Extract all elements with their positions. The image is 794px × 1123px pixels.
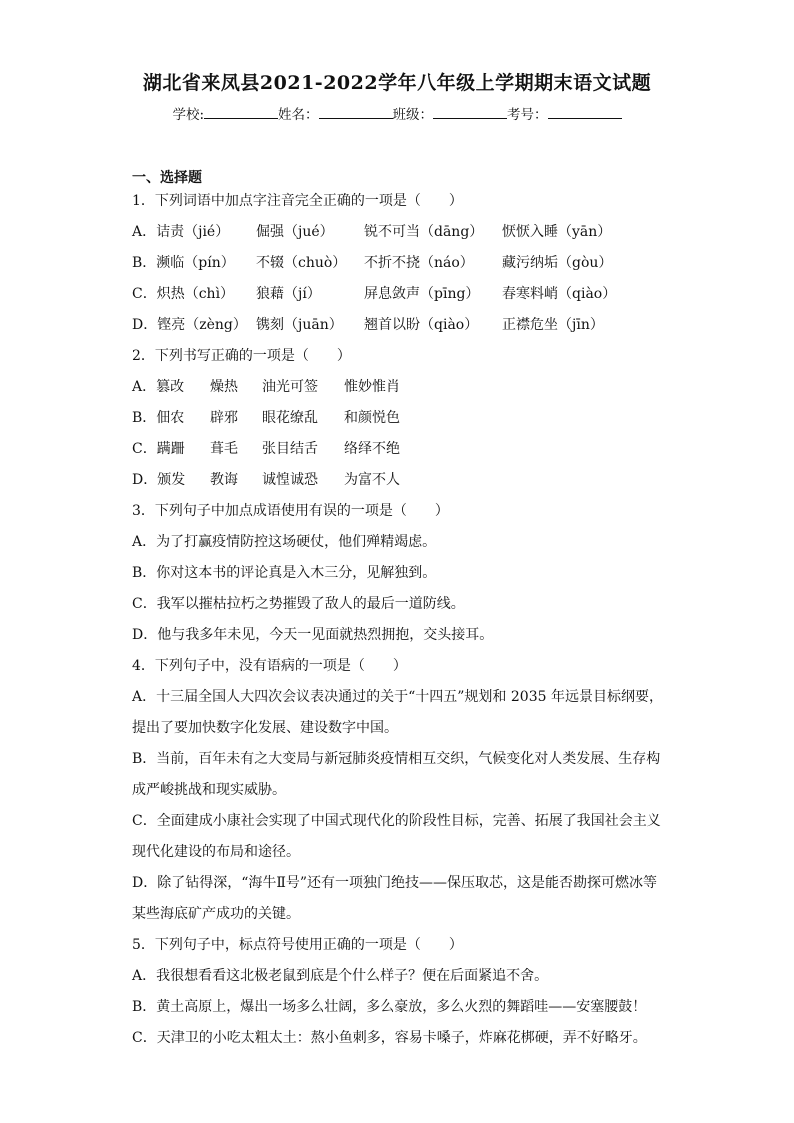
q3-option-c: C．我军以摧枯拉朽之势摧毁了敌人的最后一道防线。 (132, 596, 465, 612)
q1-option-b (132, 254, 642, 272)
student-info-line (0, 103, 794, 123)
q3-option-a: A．为了打赢疫情防控这场硬仗，他们殚精竭虑。 (132, 534, 437, 550)
option-part: 教诲 (210, 472, 238, 488)
option-part: C．蹒跚 (132, 441, 185, 457)
option-part: 不折不挠（náo） (364, 255, 474, 271)
option-part: 恹恹入睡（yān） (502, 224, 612, 240)
school-label: 学校: (172, 107, 205, 123)
option-part: 张目结舌 (262, 441, 318, 457)
name-label: 姓名： (278, 107, 319, 123)
q4-line: 某些海底矿产成功的关键。 (132, 906, 300, 922)
option-part: 锐不可当（dāng） (364, 224, 484, 240)
class-label: 班级： (392, 107, 434, 123)
option-part: 不辍（chuò） (256, 255, 347, 271)
q4-line: C．全面建成小康社会实现了中国式现代化的阶段性目标，完善、拓展了我国社会主义 (132, 813, 661, 829)
option-part: 镌刻（juān） (256, 317, 343, 333)
option-part: 翘首以盼（qiào） (364, 317, 479, 333)
option-part: 眼花缭乱 (262, 410, 318, 426)
option-part: 燥热 (210, 379, 238, 395)
option-part: 春寒料峭（qiào） (502, 286, 617, 302)
q4-line: 现代化建设的布局和途径。 (132, 844, 300, 860)
option-part: A．诘责（jié） (132, 224, 230, 240)
q4-line: A．十三届全国人大四次会议表决通过的关于“十四五”规划和 2035 年远景目标纲要， (132, 689, 663, 705)
q3-option-b: B．你对这本书的评论真是入木三分，见解独到。 (132, 565, 437, 581)
q1-option-a (132, 223, 642, 241)
number-blank[interactable] (548, 106, 622, 119)
q4-line: D．除了钻得深，“海牛Ⅱ号”还有一项独门绝技——保压取芯，这是能否勘探可燃冰等 (132, 875, 658, 891)
option-part: D．颁发 (132, 472, 186, 488)
option-part: 惟妙惟肖 (344, 379, 400, 395)
q1-option-d (132, 316, 642, 334)
option-part: 倔强（jué） (256, 224, 334, 240)
q5-option-c: C．天津卫的小吃太粗太土：熬小鱼刺多，容易卡嗓子，炸麻花梆硬，弄不好略牙。 (132, 1030, 647, 1046)
option-part: 屏息敛声（pīng） (364, 286, 480, 302)
q3-stem: 3．下列句子中加点成语使用有误的一项是（ ） (132, 503, 449, 519)
number-label: 考号： (507, 107, 548, 123)
q2-option-c (132, 440, 444, 458)
option-part: A．篡改 (132, 379, 185, 395)
q4-line: 提出了要加快数字化发展、建设数字中国。 (132, 720, 398, 736)
option-part: 为富不人 (344, 472, 400, 488)
option-part: 和颜悦色 (344, 410, 400, 426)
q5-option-b: B．黄土高原上，爆出一场多么壮阔，多么豪放，多么火烈的舞蹈哇——安塞腰鼓！ (132, 999, 647, 1015)
q2-stem: 2．下列书写正确的一项是（ ） (132, 348, 351, 364)
q2-option-d (132, 471, 444, 489)
school-blank[interactable] (204, 106, 278, 119)
q5-option-a: A．我很想看看这北极老鼠到底是个什么样子？便在后面紧追不舍。 (132, 968, 549, 984)
option-part: 藏污纳垢（gòu） (502, 255, 613, 271)
option-part: C．炽热（chì） (132, 286, 235, 302)
exam-title: 湖北省来凤县2021-2022学年八年级上学期期末语文试题 (142, 72, 652, 94)
option-part: 葺毛 (210, 441, 238, 457)
option-part: 辟邪 (210, 410, 238, 426)
option-part: B．濒临（pín） (132, 255, 235, 271)
name-blank[interactable] (319, 106, 393, 119)
q2-option-b (132, 409, 444, 427)
q4-line: 成严峻挑战和现实威胁。 (132, 782, 286, 798)
option-part: 诚惶诚恐 (262, 472, 318, 488)
q4-stem: 4．下列句子中，没有语病的一项是（ ） (132, 658, 407, 674)
option-part: 狼藉（jí） (256, 286, 321, 302)
option-part: 油光可签 (262, 379, 318, 395)
q3-option-d: D．他与我多年未见，今天一见面就热烈拥抱，交头接耳。 (132, 627, 494, 643)
section-heading: 一、选择题 (132, 170, 202, 186)
class-blank[interactable] (433, 106, 507, 119)
q2-option-a (132, 378, 444, 396)
option-part: 正襟危坐（jīn） (502, 317, 604, 333)
q1-stem: 1．下列词语中加点字注音完全正确的一项是（ ） (132, 193, 463, 209)
q1-option-c (132, 285, 642, 303)
q5-stem: 5．下列句子中，标点符号使用正确的一项是（ ） (132, 937, 463, 953)
option-part: B．佃农 (132, 410, 185, 426)
option-part: 络绎不绝 (344, 441, 400, 457)
option-part: D．铿亮（zèng） (132, 317, 247, 333)
q4-line: B．当前，百年未有之大变局与新冠肺炎疫情相互交织，气候变化对人类发展、生存构 (132, 751, 661, 767)
